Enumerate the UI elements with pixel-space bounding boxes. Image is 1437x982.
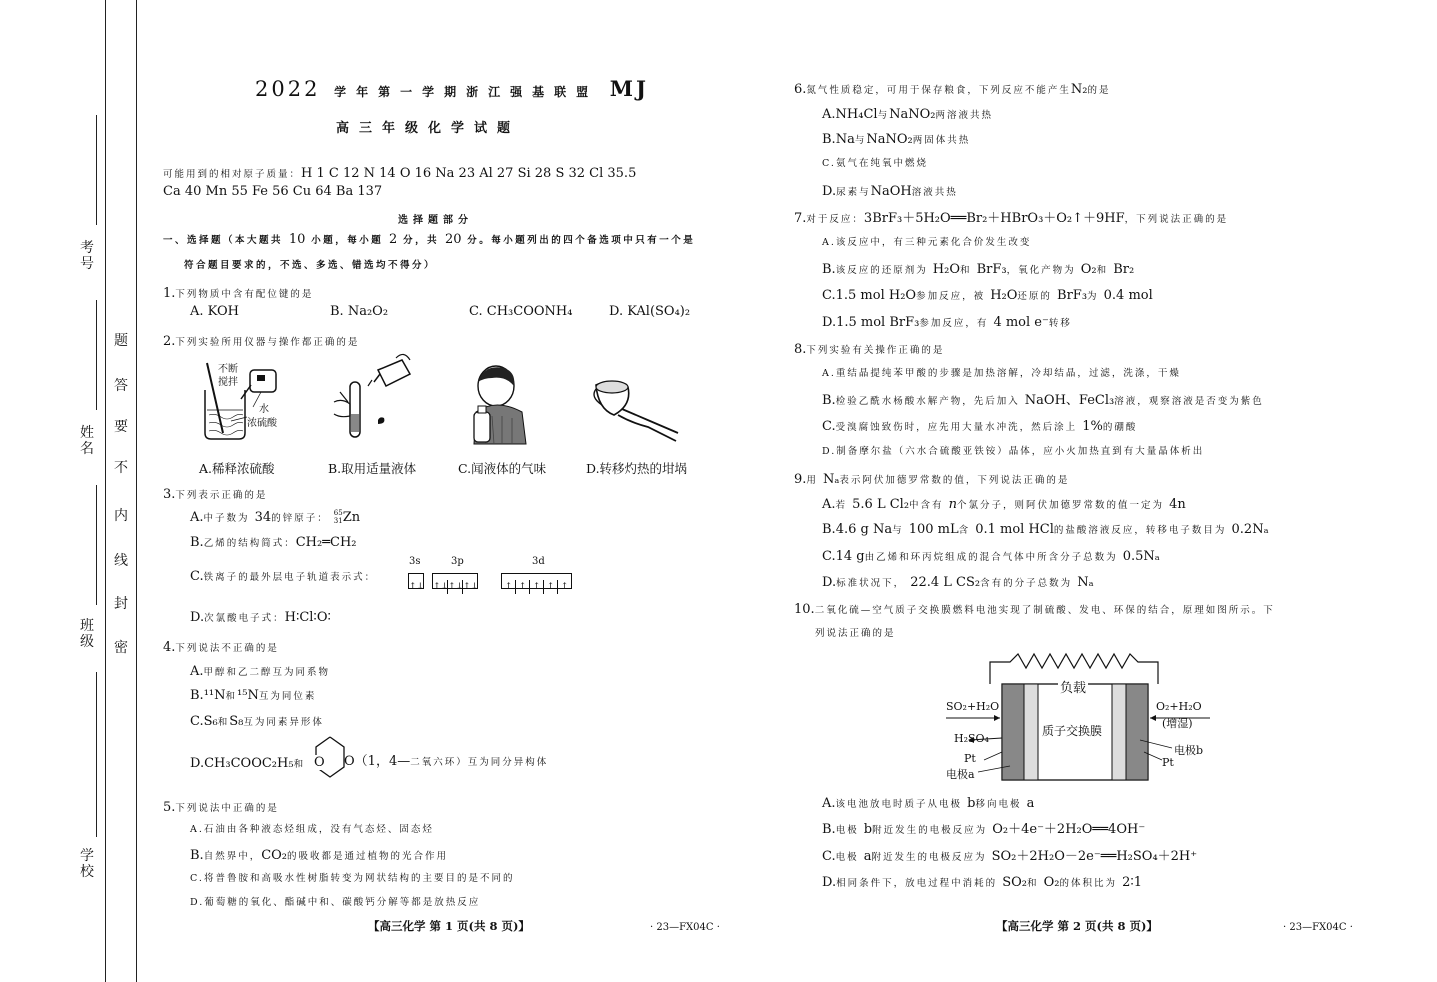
opt-formula: O₂＋4e⁻＋2H₂O══4OH⁻ — [992, 822, 1146, 837]
opt-letter: D. — [822, 575, 837, 590]
q10-option-d — [822, 871, 1142, 890]
opt-formula: ¹¹N — [203, 688, 226, 703]
opt-formula: n — [948, 497, 958, 512]
opt-text: 电极 — [835, 852, 859, 863]
q10-option-a — [822, 792, 1034, 811]
fig-label: 浓硫酸 — [247, 418, 277, 429]
opt-letter: C. — [822, 288, 836, 303]
q9-stem — [794, 468, 1069, 487]
electrode-a-label: 电极a — [946, 768, 975, 781]
q3-option-d — [190, 606, 331, 625]
opt-letter: C. — [190, 569, 204, 584]
q7-equation: 3BrF₃＋5H₂O══Br₂＋HBrO₃＋O₂↑＋9HF — [863, 211, 1125, 226]
q3-num: 3. — [163, 487, 176, 502]
opt-formula: 4 mol e⁻ — [993, 315, 1049, 330]
pt-right-label: Pt — [1162, 756, 1174, 769]
orbital-cell: ↑ — [516, 580, 530, 594]
opt-text: 甲醇和乙二醇互为同系物 — [203, 667, 331, 678]
element-symbol: Zn — [342, 510, 361, 525]
test-tube-icon — [320, 352, 415, 447]
q8-option-a: A.重结晶提纯苯甲酸的步骤是加热溶解，冷却结晶，过滤，洗涤，干燥 — [822, 368, 1181, 379]
opt-formula: （1，4— — [354, 754, 411, 769]
opt-text: 和 — [960, 265, 972, 276]
q3-text: 下列表示正确的是 — [175, 490, 268, 501]
q4-option-a — [190, 660, 330, 679]
title-badge: MJ — [609, 76, 649, 101]
q3-option-a — [190, 506, 360, 525]
opt-formula: H₂O — [932, 262, 961, 277]
orbital-cell: ↑↓ — [448, 581, 464, 592]
seal-char: 封 — [114, 596, 128, 612]
opt-letter: C. — [822, 549, 836, 564]
opt-formula: 4n — [1169, 497, 1186, 512]
orbital-3p — [432, 573, 479, 592]
opt-formula: O₂ — [1080, 262, 1097, 277]
q6-option-d — [822, 180, 958, 199]
opt-letter: D. — [822, 315, 837, 330]
opt-formula: 0.1 mol HCl — [975, 522, 1054, 537]
instr-part: 小题，每小题 — [311, 235, 384, 246]
atomic-masses-1 — [163, 162, 636, 181]
opt-formula: a — [1026, 796, 1035, 811]
opt-text: 的盐酸溶液反应，转移电子数目为 — [1053, 525, 1227, 536]
atomic-prefix: 可能用到的相对原子质量： — [163, 169, 302, 180]
opt-formula: CO₂ — [261, 848, 288, 863]
q6-option-a — [822, 103, 993, 122]
fig-label: 不断 — [218, 364, 238, 375]
opt-text: 参加反应，被 — [916, 291, 986, 302]
instr-part: 分，共 — [403, 235, 440, 246]
page-title — [255, 76, 649, 101]
opt-text: 中含有 — [909, 500, 944, 511]
opt-formula: 100 mL — [908, 522, 959, 537]
opt-text: ，氧化产物为 — [1006, 265, 1076, 276]
q1-option-a: A. KOH — [190, 304, 240, 319]
opt-text: 含有的分子总数为 — [980, 578, 1073, 589]
orbital-cell: ↑ — [544, 580, 558, 594]
name-label: 姓名 — [80, 425, 94, 457]
left-input-label: SO₂+H₂O — [946, 700, 1000, 713]
orbital-cell: ↑ — [560, 581, 569, 592]
fig-dilute-acid — [195, 355, 290, 450]
q2-option-d: D.转移灼热的坩埚 — [586, 461, 688, 476]
opt-text: 的体积比为 — [1059, 878, 1117, 889]
q10-option-b — [822, 818, 1145, 837]
q9-option-b — [822, 518, 1269, 537]
ring-oxygen: O — [314, 755, 325, 770]
q7-option-a: A.该反应中，有三种元素化合价发生改变 — [822, 237, 1032, 248]
opt-formula: NH₄Cl — [835, 107, 878, 122]
opt-letter: B. — [822, 393, 836, 408]
opt-formula: H₂O — [990, 288, 1018, 303]
opt-text: 互为同位素 — [258, 691, 317, 702]
title-org: 学年第一学期浙江强基联盟 — [334, 85, 599, 99]
q2-option-a: A.稀释浓硫酸 — [199, 461, 275, 476]
q6-option-b — [822, 128, 970, 147]
opt-formula: 4.6 g Na — [835, 522, 893, 537]
opt-formula: 1% — [1082, 419, 1103, 434]
q9-text: 用 — [806, 475, 818, 486]
opt-letter: A. — [822, 497, 836, 512]
opt-text: 检验乙酰水杨酸水解产物，先后加入 — [835, 396, 1020, 407]
opt-text: 个氯分子，则阿伏加德罗常数的值一定为 — [957, 500, 1165, 511]
opt-text: 两溶液共热 — [935, 110, 993, 121]
opt-formula: Br₂ — [1113, 262, 1135, 277]
opt-text: 若 — [835, 500, 848, 511]
q10-stem-2: 列说法正确的是 — [815, 628, 896, 639]
opt-formula: BrF₃ — [976, 262, 1007, 277]
q1-option-b: B. Na₂O₂ — [330, 304, 389, 319]
opt-formula: NaOH — [870, 184, 912, 199]
instr-part: 分。每小题列出的四个备选项中只有一个是 — [467, 235, 696, 246]
opt-formula: NaNO₂ — [889, 107, 936, 122]
opt-text: 还原的 — [1017, 291, 1052, 302]
opt-formula: ¹⁵N — [237, 688, 259, 703]
opt-text: 相同条件下，放电过程中消耗的 — [836, 878, 998, 889]
opt-text: 中子数为 — [203, 513, 250, 524]
opt-formula: 22.4 L CS₂ — [910, 575, 981, 590]
opt-formula: O₂ — [1043, 875, 1060, 890]
opt-text: 的锌原子： — [271, 513, 329, 524]
opt-text: 参加反应，有 — [919, 318, 989, 329]
orbital-diagram — [408, 570, 572, 592]
opt-text: 与 — [854, 135, 867, 146]
seal-char: 要 — [114, 419, 128, 435]
opt-text: 和 — [217, 717, 230, 728]
opt-text: 移向电极 — [975, 799, 1022, 810]
left-footer: 【高三化学 第 1 页(共 8 页)】 — [368, 919, 530, 933]
fig-move-crucible — [588, 375, 683, 445]
exam-no-line — [96, 115, 97, 225]
q6-num: 6. — [794, 82, 807, 97]
left-code: · 23—FX04C · — [650, 922, 720, 933]
opt-text: 附近发生的电极反应为 — [872, 825, 988, 836]
opt-formula: BrF₃ — [1057, 288, 1088, 303]
q8-stem — [794, 338, 944, 357]
orbital-3d — [501, 573, 572, 592]
opt-text: 受溴腐蚀致伤时，应先用大量水冲洗，然后涂上 — [835, 422, 1078, 433]
q10-text: 二氧化硫—空气质子交换膜燃料电池实现了制硫酸、发电、环保的结合，原理如图所示。下 — [814, 605, 1275, 616]
q4-option-b — [190, 684, 316, 703]
opt-letter: B. — [190, 688, 204, 703]
person-smelling-icon — [462, 362, 552, 447]
q7-num: 7. — [794, 211, 807, 226]
class-label: 班级 — [80, 618, 94, 650]
q9-num: 9. — [794, 472, 807, 487]
opt-text: 和 — [225, 691, 238, 702]
opt-text: 乙烯的结构简式： — [203, 538, 296, 549]
opt-text: 该反应的还原剂为 — [835, 265, 928, 276]
opt-formula: SO₂ — [1002, 875, 1027, 890]
opt-formula: S₆ — [203, 714, 218, 729]
q5-option-b — [190, 844, 448, 863]
page-subtitle: 高三年级化学试题 — [336, 121, 521, 136]
pt-left-label: Pt — [964, 752, 976, 765]
q6-formula: N₂ — [1070, 82, 1088, 97]
opt-formula: 2∶1 — [1122, 875, 1143, 890]
q8-num: 8. — [794, 342, 807, 357]
q5-option-a: A.石油由各种液态烃组成，没有气态烃、固态烃 — [190, 824, 434, 835]
seal-char: 线 — [114, 553, 128, 569]
q9-option-d — [822, 571, 1094, 590]
class-line — [96, 485, 97, 605]
q7-text: ，下列说法正确的是 — [1124, 214, 1229, 225]
opt-letter: B. — [822, 822, 836, 837]
opt-letter: B. — [190, 848, 204, 863]
q1-stem — [163, 282, 313, 301]
orbital-label-3s: 3s — [409, 556, 421, 567]
opt-formula: SO₂＋2H₂O－2e⁻══H₂SO₄＋2H⁺ — [991, 849, 1198, 864]
q7-option-c — [822, 284, 1153, 303]
opt-text: 的吸收都是通过植物的光合作用 — [287, 851, 449, 862]
opt-formula: Nₐ — [1077, 575, 1094, 590]
isotope-indices — [334, 509, 343, 525]
q9-formula: Nₐ — [823, 472, 840, 487]
opt-formula: S₈ — [229, 714, 244, 729]
opt-formula: 1.5 mol H₂O — [835, 288, 917, 303]
orbital-cell: ↑ — [530, 580, 544, 594]
fig-take-liquid — [320, 352, 415, 447]
opt-text: 与 — [892, 525, 904, 536]
opt-letter: A. — [190, 664, 204, 679]
q8-option-d: D.制备摩尔盐（六水合硫酸亚铁铵）晶体，应小火加热直到有大量晶体析出 — [822, 446, 1205, 457]
opt-text: 为 — [1087, 291, 1099, 302]
opt-formula: CH₂═CH₂ — [295, 535, 357, 550]
exam-no-label: 考号 — [80, 240, 94, 272]
right-footer: 【高三化学 第 2 页(共 8 页)】 — [996, 919, 1158, 933]
margin-line-inner — [136, 0, 137, 982]
q2-option-c: C.闻液体的气味 — [458, 461, 547, 476]
orbital-cell: ↑ — [502, 580, 516, 594]
opt-text: 与 — [877, 110, 890, 121]
opt-text: 的硼酸 — [1102, 422, 1138, 433]
q4-text: 下列说法不正确的是 — [175, 643, 279, 654]
orbital-cell: ↑↓ — [463, 581, 479, 592]
opt-formula: CH₃COOC₂H₅ — [204, 756, 294, 771]
q10-num: 10. — [794, 602, 815, 617]
right-input-label: O₂+H₂O — [1156, 700, 1202, 713]
opt-formula: 0.2Nₐ — [1231, 522, 1269, 537]
q7-option-b — [822, 258, 1134, 277]
q3-option-c — [190, 565, 376, 584]
q1-option-c: C. CH₃COONH₄ — [469, 304, 573, 319]
seal-char: 不 — [114, 460, 128, 476]
seal-char: 密 — [114, 640, 128, 656]
q5-num: 5. — [163, 800, 176, 815]
q5-text: 下列说法中正确的是 — [175, 803, 279, 814]
opt-formula: b — [863, 822, 873, 837]
q10-stem — [794, 598, 1275, 617]
fig-label: 搅拌 — [218, 377, 238, 388]
q4-num: 4. — [163, 640, 176, 655]
q1-option-d: D. KAl(SO₄)₂ — [609, 304, 691, 319]
opt-letter: B. — [822, 132, 836, 147]
q10-option-c — [822, 845, 1197, 864]
opt-letter: C. — [190, 714, 204, 729]
opt-text: 该电池放电时质子从电极 — [835, 799, 963, 810]
q4-option-d — [190, 752, 305, 771]
q8-text: 下列实验有关操作正确的是 — [806, 345, 945, 356]
q3-stem — [163, 483, 267, 502]
atomic-masses-2: Ca 40 Mn 55 Fe 56 Cu 64 Ba 137 — [163, 184, 383, 199]
orbital-cell: ↑↓ — [409, 581, 425, 592]
right-input-note: (增湿) — [1162, 717, 1193, 730]
opt-letter: B. — [190, 535, 204, 550]
opt-formula: a — [863, 849, 872, 864]
opt-text: 溶液共热 — [911, 187, 958, 198]
right-code: · 23—FX04C · — [1283, 922, 1353, 933]
atomic-values-1: H 1 C 12 N 14 O 16 Na 23 Al 27 Si 28 S 32 Cl 35.5 — [301, 166, 637, 181]
opt-letter: A. — [822, 107, 836, 122]
q3-option-b — [190, 531, 357, 550]
school-label: 学校 — [80, 848, 94, 880]
ring-oxygen: O — [344, 754, 355, 769]
opt-text: 转移 — [1048, 318, 1072, 329]
q9-text: 表示阿伏加德罗常数的值，下列说法正确的是 — [839, 475, 1070, 486]
opt-formula: NaNO₂ — [866, 132, 913, 147]
q4-option-d-tail — [344, 750, 548, 769]
opt-letter: B. — [822, 522, 836, 537]
q7-option-d — [822, 311, 1072, 330]
margin-line-outer — [105, 0, 106, 982]
q5-option-d: D.葡萄糖的氧化、酯碱中和、碳酸钙分解等都是放热反应 — [190, 897, 481, 908]
q1-num: 1. — [163, 286, 176, 301]
opt-formula: Na — [835, 132, 855, 147]
opt-text: 二氧六环）互为同分异构体 — [410, 757, 549, 768]
opt-text: 自然界中， — [203, 851, 262, 862]
fig-label: 水 — [259, 404, 269, 415]
opt-letter: A. — [822, 796, 836, 811]
name-line — [96, 300, 97, 410]
q6-stem — [794, 78, 1111, 97]
instructions-line-1 — [163, 232, 695, 247]
q7-text: 对于反应： — [806, 214, 864, 225]
opt-text: 和 — [293, 759, 306, 770]
opt-text: 附近发生的电极反应为 — [871, 852, 987, 863]
opt-formula: 5.6 L Cl₂ — [852, 497, 910, 512]
q2-text: 下列实验所用仪器与操作都正确的是 — [175, 337, 360, 348]
q9-option-c — [822, 545, 1160, 564]
q8-option-c — [822, 415, 1137, 434]
q5-stem — [163, 796, 279, 815]
q4-option-c — [190, 710, 324, 729]
q6-option-c: C.氨气在纯氧中燃烧 — [822, 158, 928, 169]
electrode-b-label: 电极b — [1174, 744, 1204, 757]
opt-letter: C. — [822, 849, 836, 864]
crucible-tongs-icon — [588, 375, 683, 445]
seal-char: 答 — [114, 378, 128, 394]
atomic-number: 31 — [333, 516, 343, 525]
q6-text: 的是 — [1087, 85, 1111, 96]
fuel-cell-diagram — [940, 648, 1220, 788]
opt-letter: D. — [822, 184, 837, 199]
school-line — [96, 672, 97, 837]
opt-formula: 14 g — [835, 549, 865, 564]
opt-letter: D. — [822, 875, 837, 890]
q8-option-b — [822, 389, 1264, 408]
opt-text: 互为同素异形体 — [243, 717, 324, 728]
opt-text: 由乙烯和环丙烷组成的混合气体中所含分子总数为 — [864, 552, 1118, 563]
opt-text: 两固体共热 — [912, 135, 971, 146]
section-title: 选择题部分 — [398, 215, 473, 226]
opt-formula: 34 — [254, 510, 272, 525]
q6-text: 氮气性质稳定，可用于保存粮食，下列反应不能产生 — [806, 85, 1071, 96]
q4-stem — [163, 636, 279, 655]
title-year: 2022 — [255, 77, 321, 101]
orbital-3s — [408, 573, 425, 592]
opt-text: 和 — [1096, 265, 1109, 276]
opt-text: 尿素与 — [836, 187, 871, 198]
opt-text: 标准状况下， — [836, 578, 906, 589]
opt-text: 铁离子的最外层电子轨道表示式： — [203, 572, 377, 583]
load-label: 负载 — [1058, 677, 1088, 696]
q5-option-c: C.将普鲁胺和高吸水性树脂转变为网状结构的主要目的是不同的 — [190, 873, 515, 884]
opt-text: 溶液，观察溶液是否变为紫色 — [1114, 396, 1264, 407]
instr-part: 一、选择题（本大题共 — [163, 235, 284, 246]
q7-stem — [794, 207, 1228, 226]
fig-smell-liquid — [462, 362, 552, 447]
instructions-line-2: 符合题目要求的，不选、多选、错选均不得分） — [184, 260, 437, 271]
opt-text: 次氯酸电子式： — [204, 613, 285, 624]
q2-num: 2. — [163, 334, 176, 349]
instr-num: 2 — [389, 232, 398, 247]
orbital-label-3p: 3p — [451, 556, 464, 567]
opt-formula: NaOH、FeCl₃ — [1024, 393, 1115, 408]
seal-char: 内 — [114, 508, 128, 524]
instr-num: 10 — [288, 232, 306, 247]
opt-formula: H∶Cl∶O∶ — [284, 610, 331, 625]
opt-letter: A. — [190, 510, 204, 525]
q1-text: 下列物质中含有配位键的是 — [175, 289, 314, 300]
orbital-label-3d: 3d — [532, 556, 545, 567]
opt-letter: D. — [190, 610, 205, 625]
opt-formula: 0.5Nₐ — [1122, 549, 1160, 564]
opt-letter: D. — [190, 756, 205, 771]
opt-formula: 1.5 mol BrF₃ — [836, 315, 920, 330]
q2-option-b: B.取用适量液体 — [328, 461, 417, 476]
mass-number: 65 — [333, 508, 343, 517]
seal-char: 题 — [114, 333, 128, 349]
opt-letter: B. — [822, 262, 836, 277]
q2-stem — [163, 330, 359, 349]
opt-text: 和 — [1026, 878, 1039, 889]
opt-letter: C. — [822, 419, 836, 434]
membrane-label: 质子交换膜 — [1042, 724, 1103, 738]
opt-formula: 0.4 mol — [1103, 288, 1153, 303]
q9-option-a — [822, 493, 1186, 512]
instr-num: 20 — [444, 232, 462, 247]
orbital-cell: ↑↓ — [433, 581, 449, 592]
opt-text: 电极 — [835, 825, 859, 836]
opt-text: 含 — [958, 525, 971, 536]
beaker-icon — [195, 355, 290, 450]
product-label: H₂SO₄ — [954, 732, 989, 745]
opt-formula: b — [967, 796, 976, 811]
